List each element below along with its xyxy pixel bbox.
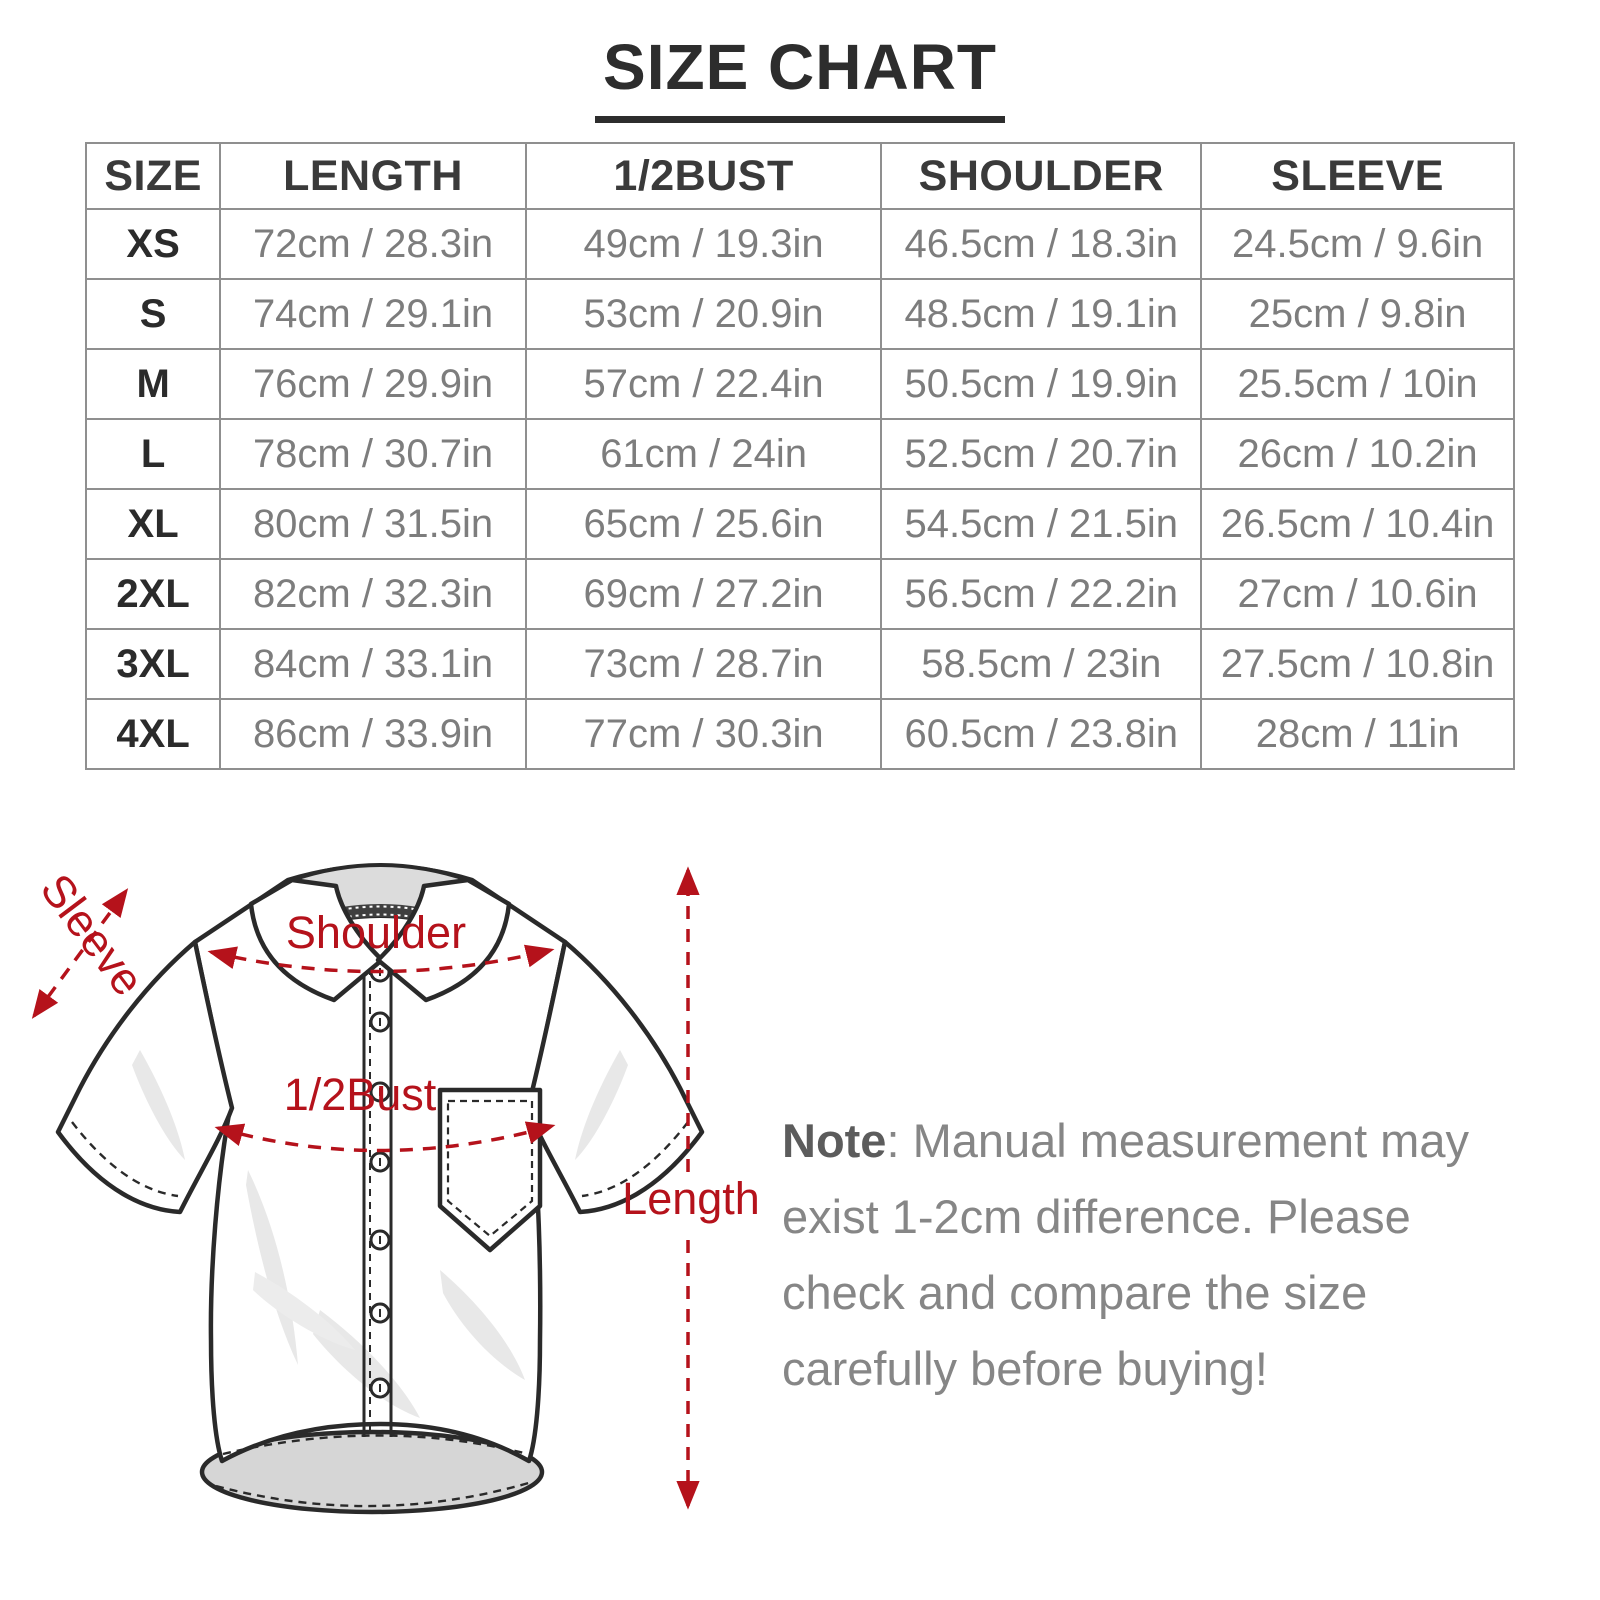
measurement-cell: 65cm / 25.6in	[526, 489, 882, 559]
table-row	[86, 279, 1514, 349]
shirt-measurement-diagram	[20, 840, 760, 1580]
size-table-body	[86, 209, 1514, 769]
measurement-cell: 69cm / 27.2in	[526, 559, 882, 629]
measurement-cell: 27.5cm / 10.8in	[1201, 629, 1514, 699]
table-row	[86, 349, 1514, 419]
sleeve-label: Sleeve	[30, 864, 155, 1005]
table-row	[86, 489, 1514, 559]
column-header: SLEEVE	[1201, 143, 1514, 209]
measurement-cell: 84cm / 33.1in	[220, 629, 526, 699]
measurement-cell: 73cm / 28.7in	[526, 629, 882, 699]
table-row	[86, 699, 1514, 769]
column-header: 1/2BUST	[526, 143, 882, 209]
measurement-cell: 77cm / 30.3in	[526, 699, 882, 769]
measurement-cell: 58.5cm / 23in	[881, 629, 1201, 699]
table-row	[86, 419, 1514, 489]
measurement-cell: 53cm / 20.9in	[526, 279, 882, 349]
measurement-cell: 57cm / 22.4in	[526, 349, 882, 419]
column-header: SHOULDER	[881, 143, 1201, 209]
measurement-cell: 56.5cm / 22.2in	[881, 559, 1201, 629]
measurement-cell: 25.5cm / 10in	[1201, 349, 1514, 419]
measurement-cell: 27cm / 10.6in	[1201, 559, 1514, 629]
measurement-cell: 24.5cm / 9.6in	[1201, 209, 1514, 279]
measurement-cell: 25cm / 9.8in	[1201, 279, 1514, 349]
measurement-cell: 76cm / 29.9in	[220, 349, 526, 419]
measurement-cell: 74cm / 29.1in	[220, 279, 526, 349]
table-row	[86, 629, 1514, 699]
note-text: : Manual measurement may exist 1-2cm difference. Please check and compare the size carefully before buying!	[782, 1114, 1469, 1395]
table-row	[86, 209, 1514, 279]
measurement-cell: 80cm / 31.5in	[220, 489, 526, 559]
size-cell: XL	[86, 489, 220, 559]
measurement-cell: 60.5cm / 23.8in	[881, 699, 1201, 769]
measurement-cell: 52.5cm / 20.7in	[881, 419, 1201, 489]
measurement-cell: 72cm / 28.3in	[220, 209, 526, 279]
size-cell: M	[86, 349, 220, 419]
measurement-cell: 26.5cm / 10.4in	[1201, 489, 1514, 559]
measurement-cell: 46.5cm / 18.3in	[881, 209, 1201, 279]
size-cell: S	[86, 279, 220, 349]
measurement-cell: 86cm / 33.9in	[220, 699, 526, 769]
measurement-cell: 61cm / 24in	[526, 419, 882, 489]
page-title: SIZE CHART	[595, 30, 1005, 123]
header	[0, 30, 1600, 123]
measurement-cell: 49cm / 19.3in	[526, 209, 882, 279]
measurement-cell: 28cm / 11in	[1201, 699, 1514, 769]
shoulder-label: Shoulder	[285, 907, 467, 958]
measurement-note	[782, 1103, 1498, 1407]
measurement-cell: 82cm / 32.3in	[220, 559, 526, 629]
table-row	[86, 559, 1514, 629]
measurement-cell: 26cm / 10.2in	[1201, 419, 1514, 489]
size-cell: 2XL	[86, 559, 220, 629]
measurement-cell: 50.5cm / 19.9in	[881, 349, 1201, 419]
size-cell: XS	[86, 209, 220, 279]
measurement-cell: 78cm / 30.7in	[220, 419, 526, 489]
size-cell: 3XL	[86, 629, 220, 699]
column-header: LENGTH	[220, 143, 526, 209]
column-header: SIZE	[86, 143, 220, 209]
size-cell: 4XL	[86, 699, 220, 769]
size-cell: L	[86, 419, 220, 489]
measurement-cell: 54.5cm / 21.5in	[881, 489, 1201, 559]
note-label: Note	[782, 1114, 887, 1167]
measurement-cell: 48.5cm / 19.1in	[881, 279, 1201, 349]
half-bust-label: 1/2Bust	[283, 1069, 437, 1120]
table-header-row	[86, 143, 1514, 209]
size-chart-table	[85, 142, 1515, 770]
length-label: Length	[622, 1173, 760, 1224]
